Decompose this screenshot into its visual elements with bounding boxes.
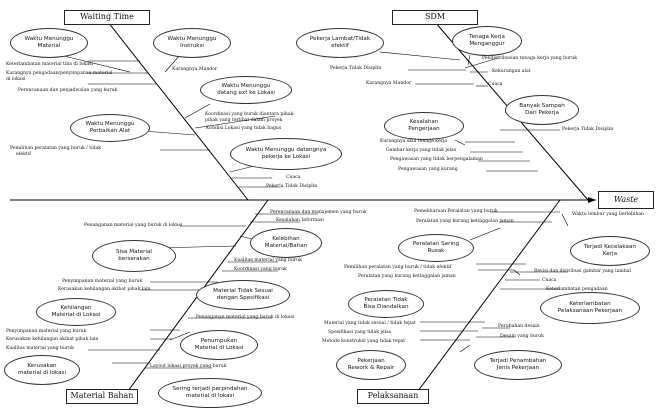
cause-material-tidak-sesuai: Material Tidak Sesuai dengan Spesifikasi	[196, 280, 290, 310]
cause-perpindahan-material: Sering terjadi perpindahan material di lokasi	[158, 378, 262, 408]
cause-waktu-menunggu-ext: Waktu Menunggu datang ext ke Lokasi	[200, 76, 292, 104]
sub-cause: Kesalahan Informasi	[276, 218, 324, 223]
sub-cause: Kualitas material yang buruk	[6, 346, 74, 351]
sub-cause: Peralatan yang kurang ketinggalan jaman	[416, 219, 514, 224]
sub-cause: Kurangnya Mandor	[172, 67, 218, 72]
cause-keterlambatan-pelaksanaan: Keterlambatan Pelaksanaan Pekerjaan	[540, 292, 640, 324]
category-waiting-time: Waiting Time	[64, 10, 150, 25]
sub-cause: Cuaca	[286, 175, 301, 180]
sub-cause: Keterlambatan pengadaan	[546, 287, 608, 292]
sub-cause: Koordinasi yang buruk	[234, 267, 287, 272]
category-pelaksanaan: Pelaksanaan	[357, 389, 429, 404]
sub-cause: Perencanaan dan penjadwalan yang buruk	[18, 88, 118, 93]
sub-cause: Kerusakan kehilangan akibat pihak lain	[6, 337, 99, 342]
category-material-bahan: Material Bahan	[66, 389, 138, 404]
sub-cause: Layout lokasi proyek yang buruk	[150, 364, 227, 369]
cause-kesalahan-pengerjaan: Kesalahan Pengerjaan	[384, 112, 464, 140]
cause-penumpukan-material: Penumpukan Material di Lokasi	[180, 330, 258, 360]
sub-cause: Pekerja Tidak Disiplin	[330, 66, 382, 71]
sub-cause: Pekerja Tidak Disiplin	[266, 184, 318, 189]
sub-cause: Kurangnya Mandor	[366, 81, 412, 86]
sub-cause: Pendistribusian tenaga kerja yang buruk	[482, 56, 577, 61]
sub-cause: Cuaca	[488, 82, 503, 87]
sub-cause: Pengawasan yang kurang	[398, 167, 458, 172]
sub-cause: Desain yang buruk	[500, 334, 544, 339]
sub-cause: Pemilihan peralatan yang buruk / tidak	[10, 146, 102, 151]
cause-rework-repair: Pekerjaan Rework & Repair	[336, 350, 406, 380]
sub-cause: Kualitas material yang buruk	[234, 258, 302, 263]
effect-waste: Waste	[598, 191, 654, 209]
cause-kerusakan-material: Kerusakan material di lokasi	[4, 355, 80, 385]
cause-kelebihan-material: Kelebihan Material/Bahan	[250, 228, 322, 258]
sub-cause: Perencanaan dan manajemen yang buruk	[270, 210, 367, 215]
sub-cause: Kekurangan alat	[492, 69, 531, 74]
sub-cause: Pemilihan peralatan yang buruk / tidak efektif	[344, 265, 452, 270]
sub-cause: di lokasi	[6, 77, 26, 82]
cause-waktu-menunggu-instruksi: Waktu Menunggu Instruksi	[153, 28, 231, 58]
cause-pekerja-lambat: Pekerja Lambat/Tidak efektif	[296, 28, 384, 58]
category-sdm: SDM	[392, 10, 478, 25]
sub-cause: efektif	[16, 152, 31, 157]
sub-cause: Keterlambatan material tiba di lokasi	[6, 62, 93, 67]
sub-cause: Pekerja Tidak Disiplin	[562, 127, 614, 132]
cause-waktu-menunggu-perbaikan-alat: Waktu Menunggu Perbaikan Alat	[70, 114, 150, 142]
sub-cause: Material yang tidak sesuai / tidak tepat	[324, 321, 416, 326]
sub-cause: Penyimpanan material yang buruk	[62, 279, 143, 284]
sub-cause: Cuaca	[542, 278, 557, 283]
cause-penambahan-pekerjaan: Terjadi Penambahan Jenis Pekerjaan	[474, 350, 562, 380]
cause-banyak-sampah: Banyak Sampah Dari Pekerja	[505, 95, 579, 125]
sub-cause: Koordinasi yang buruk diantara pihak-	[205, 112, 295, 117]
cause-waktu-menunggu-material: Waktu Menunggu Material	[10, 28, 88, 58]
cause-peralatan-sering-rusak: Peralatan Sering Rusak	[398, 234, 474, 262]
sub-cause: Revisi dan distribusi gambar yang lambat	[534, 269, 632, 274]
sub-cause: Kurangnya pengadaan/penyimpanan material	[6, 71, 113, 76]
sub-cause: Gambar kerja yang tidak jelas	[386, 148, 457, 153]
sub-cause: Penyimpanan material yang buruk	[6, 329, 87, 334]
cause-kecelakaan-kerja: Terjadi Kecelakaan Kerja	[570, 236, 650, 266]
sub-cause: Kurangnya skill tenaga kerja	[380, 139, 448, 144]
sub-cause: Metode konstruksi yang tidak tepat	[322, 339, 406, 344]
sub-cause: pihak yang terlibat dalam proyek	[205, 118, 283, 123]
sub-cause: Perubahan desain	[498, 324, 540, 329]
sub-cause: Kondisi Lokasi yang tidak bagus	[206, 126, 282, 131]
sub-cause: Pengawasan yang tidak berpengalaman	[390, 157, 483, 162]
sub-cause: Pemeliharaan Peralatan yang buruk	[414, 209, 498, 214]
cause-sisa-material: Sisa Material berserakan	[92, 240, 176, 272]
cause-peralatan-tidak-andal: Peralatan Tidak Bisa Diandalkan	[348, 290, 424, 318]
sub-cause: Penanganan material yang buruk di lokasi	[84, 223, 183, 228]
cause-waktu-menunggu-pekerja: Waktu Menunggu datangnya pekerja ke Lokasi	[230, 138, 342, 170]
sub-cause: Peralatan yang kurang ketinggalan jaman	[358, 274, 456, 279]
cause-tenaga-kerja-menganggur: Tenaga Kerja Menganggur	[452, 26, 522, 56]
sub-cause: Waktu lembur yang berlebihan	[572, 212, 645, 217]
sub-cause: Spesifikasi yang tidak jelas	[328, 330, 392, 335]
sub-cause: Penanganan material yang buruk di lokasi	[196, 315, 295, 320]
sub-cause: Kerusakan kehilangan akibat pihak lain	[58, 287, 151, 292]
cause-kehilangan-material: Kehilangan Material di Lokasi	[36, 298, 116, 326]
